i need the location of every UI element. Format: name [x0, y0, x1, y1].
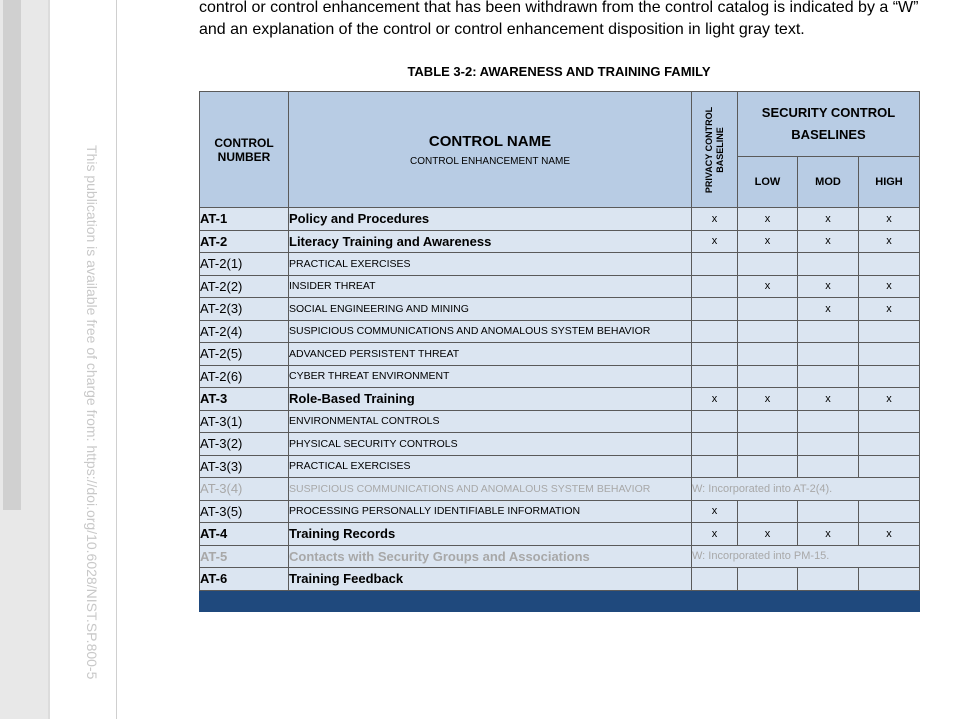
- enhancement-name: PRACTICAL EXERCISES: [289, 455, 692, 478]
- table-row: [200, 568, 920, 591]
- low-mark: x: [738, 523, 798, 546]
- privacy-mark: [692, 433, 738, 456]
- vertical-scrollbar[interactable]: [3, 0, 21, 510]
- enhancement-name: PHYSICAL SECURITY CONTROLS: [289, 433, 692, 456]
- mod-mark: x: [798, 388, 859, 411]
- low-mark: [738, 298, 798, 321]
- control-name: Literacy Training and Awareness: [289, 230, 692, 253]
- privacy-mark: [692, 275, 738, 298]
- mod-mark: [798, 253, 859, 276]
- privacy-mark: [692, 410, 738, 433]
- mod-mark: [798, 433, 859, 456]
- high-mark: [859, 568, 920, 591]
- enhancement-name: INSIDER THREAT: [289, 275, 692, 298]
- privacy-mark: [692, 298, 738, 321]
- low-mark: [738, 410, 798, 433]
- low-mark: [738, 568, 798, 591]
- footer-band-cell: [200, 590, 920, 611]
- mod-mark: [798, 320, 859, 343]
- table-row: [200, 410, 920, 433]
- header-enhancement-name-label: CONTROL ENHANCEMENT NAME: [409, 155, 570, 167]
- mod-mark: [798, 500, 859, 523]
- header-control-number: CONTROL NUMBER: [200, 92, 289, 208]
- control-number: AT-2: [200, 230, 289, 253]
- high-mark: [859, 343, 920, 366]
- low-mark: [738, 365, 798, 388]
- header-privacy-baseline: [692, 92, 738, 208]
- enhancement-name: CYBER THREAT ENVIRONMENT: [289, 365, 692, 388]
- enhancement-name: SUSPICIOUS COMMUNICATIONS AND ANOMALOUS SYSTEM BEHAVIOR: [289, 478, 692, 501]
- doi-watermark: This publication is available free of charge from: https://doi.org/10.6028/NIST.SP.800-5: [84, 145, 100, 680]
- control-number: AT-4: [200, 523, 289, 546]
- mod-mark: x: [798, 523, 859, 546]
- privacy-mark: [692, 343, 738, 366]
- control-number: AT-3(2): [200, 433, 289, 456]
- table-footer-band: [200, 590, 920, 611]
- mod-mark: x: [798, 275, 859, 298]
- header-control-name-label: CONTROL NAME: [428, 132, 552, 150]
- control-name: Training Feedback: [289, 568, 692, 591]
- low-mark: x: [738, 275, 798, 298]
- control-number: AT-3(4): [200, 478, 289, 501]
- privacy-mark: [692, 455, 738, 478]
- table-row: [200, 208, 920, 231]
- low-mark: [738, 343, 798, 366]
- control-number: AT-3: [200, 388, 289, 411]
- intro-paragraph: control or control enhancement that has been withdrawn from the control catalog is indicated by a “W” and an explanation of the control or control enhancement disposition in light gray text.: [199, 0, 919, 38]
- header-security-baselines: SECURITY CONTROL BASELINES: [738, 92, 920, 157]
- low-mark: [738, 500, 798, 523]
- low-mark: x: [738, 208, 798, 231]
- high-mark: [859, 500, 920, 523]
- control-number: AT-2(4): [200, 320, 289, 343]
- privacy-mark: x: [692, 230, 738, 253]
- control-number: AT-2(2): [200, 275, 289, 298]
- table-row: [200, 253, 920, 276]
- low-mark: x: [738, 230, 798, 253]
- high-mark: [859, 365, 920, 388]
- control-name: Contacts with Security Groups and Associations: [289, 545, 692, 568]
- high-mark: x: [859, 230, 920, 253]
- withdrawn-note: W: Incorporated into AT-2(4).: [692, 478, 920, 501]
- mod-mark: [798, 365, 859, 388]
- low-mark: x: [738, 388, 798, 411]
- table-row: [200, 343, 920, 366]
- privacy-mark: [692, 253, 738, 276]
- table-caption: TABLE 3-2: AWARENESS AND TRAINING FAMILY: [407, 64, 711, 79]
- high-mark: x: [859, 388, 920, 411]
- control-number: AT-2(3): [200, 298, 289, 321]
- high-mark: [859, 253, 920, 276]
- privacy-mark: x: [692, 388, 738, 411]
- header-control-name: [289, 92, 692, 208]
- enhancement-name: SOCIAL ENGINEERING AND MINING: [289, 298, 692, 321]
- header-privacy-label: PRIVACY CONTROL BASELINE: [703, 106, 725, 193]
- control-number: AT-3(3): [200, 455, 289, 478]
- high-mark: [859, 320, 920, 343]
- high-mark: x: [859, 275, 920, 298]
- privacy-mark: x: [692, 500, 738, 523]
- mod-mark: x: [798, 208, 859, 231]
- privacy-mark: [692, 320, 738, 343]
- enhancement-name: ENVIRONMENTAL CONTROLS: [289, 410, 692, 433]
- high-mark: x: [859, 208, 920, 231]
- privacy-mark: x: [692, 523, 738, 546]
- table-row: [200, 275, 920, 298]
- low-mark: [738, 455, 798, 478]
- control-number: AT-1: [200, 208, 289, 231]
- table-row: [200, 230, 920, 253]
- low-mark: [738, 253, 798, 276]
- control-number: AT-3(1): [200, 410, 289, 433]
- mod-mark: [798, 568, 859, 591]
- privacy-mark: [692, 365, 738, 388]
- high-mark: x: [859, 523, 920, 546]
- control-name: Role-Based Training: [289, 388, 692, 411]
- high-mark: x: [859, 298, 920, 321]
- high-mark: [859, 433, 920, 456]
- privacy-mark: [692, 568, 738, 591]
- control-name: Training Records: [289, 523, 692, 546]
- table-row: [200, 298, 920, 321]
- margin-line: [116, 0, 117, 719]
- high-mark: [859, 455, 920, 478]
- header-mod: MOD: [798, 157, 859, 208]
- mod-mark: [798, 410, 859, 433]
- enhancement-name: PRACTICAL EXERCISES: [289, 253, 692, 276]
- high-mark: [859, 410, 920, 433]
- privacy-mark: x: [692, 208, 738, 231]
- withdrawn-note: W: Incorporated into PM-15.: [692, 545, 920, 568]
- table-row: [200, 388, 920, 411]
- control-number: AT-5: [200, 545, 289, 568]
- table-row: [200, 523, 920, 546]
- enhancement-name: ADVANCED PERSISTENT THREAT: [289, 343, 692, 366]
- low-mark: [738, 320, 798, 343]
- header-high: HIGH: [859, 157, 920, 208]
- table-row-withdrawn: [200, 478, 920, 501]
- table-row: [200, 320, 920, 343]
- mod-mark: x: [798, 298, 859, 321]
- mod-mark: [798, 343, 859, 366]
- mod-mark: [798, 455, 859, 478]
- table-row: [200, 500, 920, 523]
- control-name: Policy and Procedures: [289, 208, 692, 231]
- control-number: AT-2(5): [200, 343, 289, 366]
- table-row: [200, 455, 920, 478]
- control-number: AT-2(1): [200, 253, 289, 276]
- header-low: LOW: [738, 157, 798, 208]
- enhancement-name: SUSPICIOUS COMMUNICATIONS AND ANOMALOUS SYSTEM BEHAVIOR: [289, 320, 692, 343]
- low-mark: [738, 433, 798, 456]
- table-row-withdrawn: [200, 545, 920, 568]
- table-row: [200, 433, 920, 456]
- control-table: [199, 91, 920, 612]
- control-number: AT-6: [200, 568, 289, 591]
- mod-mark: x: [798, 230, 859, 253]
- table-row: [200, 365, 920, 388]
- control-number: AT-2(6): [200, 365, 289, 388]
- control-number: AT-3(5): [200, 500, 289, 523]
- page-edge: [48, 0, 50, 719]
- enhancement-name: PROCESSING PERSONALLY IDENTIFIABLE INFORMATION: [289, 500, 692, 523]
